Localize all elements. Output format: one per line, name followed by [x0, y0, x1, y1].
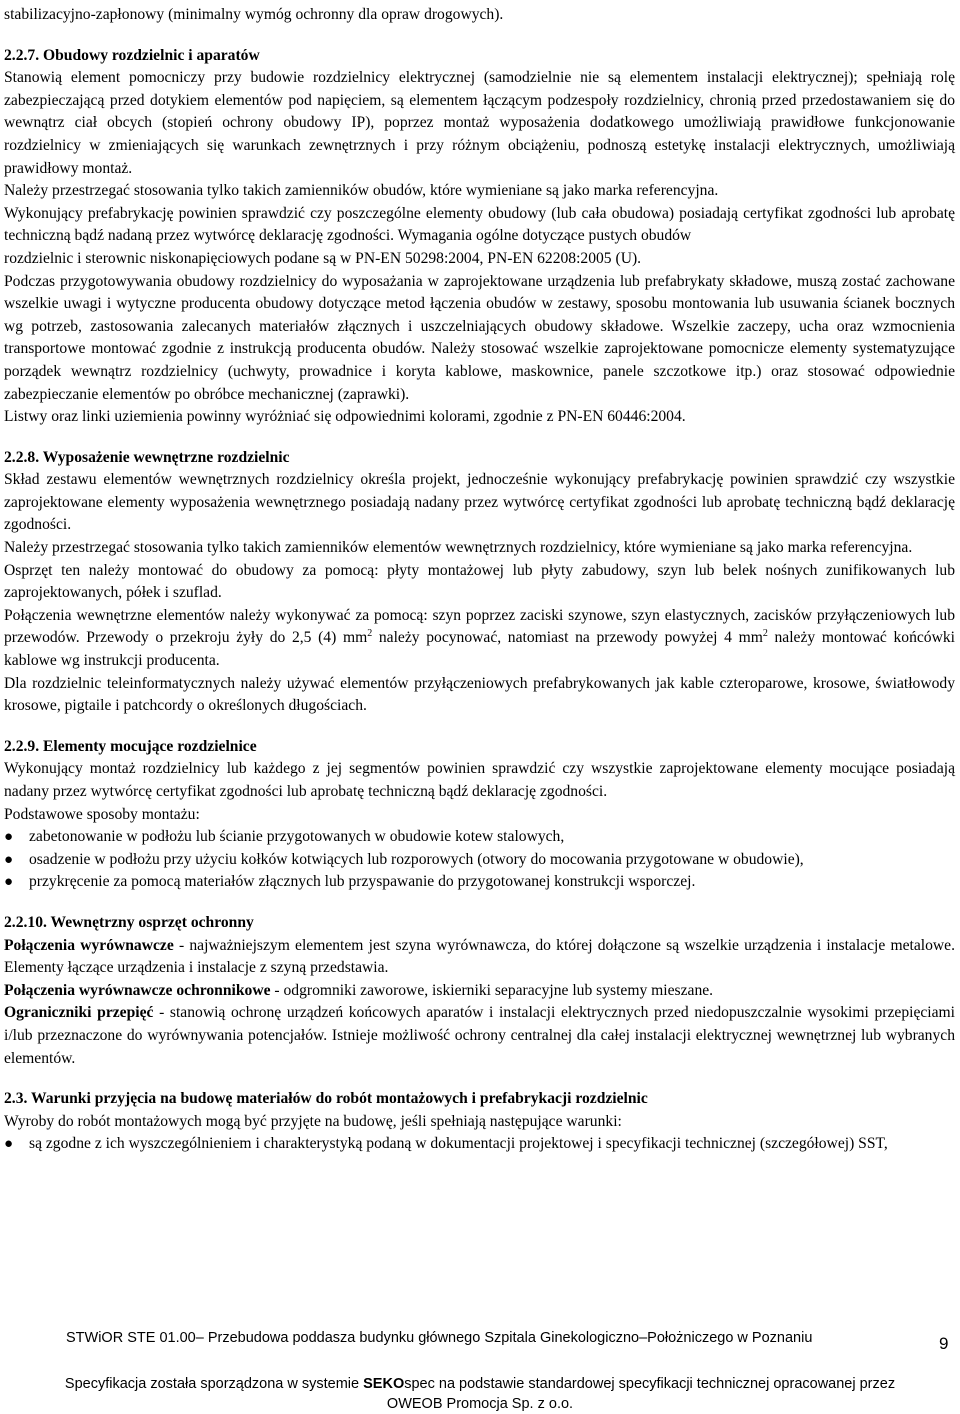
paragraph: Stanowią element pomocniczy przy budowie rozdzielnicy elektrycznej (samodzielnie nie są elementem instalacji elektrycznej); spełniają rolę zabezpieczającą przed dotykiem elementów pod napięciem, są elementem łączącym podzespoły rozdzielnicy, chronią przed przedostawaniem się do wewnątrz ciał obcych (stopień ochrony obudowy IP), poprzez montaż wyposażenia dodatkowego umożliwiają prawidłowe funkcjonowanie rozdzielnicy w zmieniających się warunkach zewnętrznych i przy różnym obciążeniu, podnoszą estetykę instalacji elektrycznych, umożliwiają prawidłowy montaż. — [4, 69, 955, 177]
section-number: 2.2.10. — [4, 913, 47, 931]
paragraph: Wykonujący prefabrykację powinien sprawdzić czy poszczególne elementy obudowy (lub cała obudowa) posiadają certyfikat zgodności lub aprobatę techniczną bądź nadaną przez wytwórcę deklarację zgodności. Wymagania ogólne dotyczące pustych obudów — [4, 204, 955, 245]
bullet-icon: ● — [4, 874, 14, 891]
section-heading-2-3 — [4, 1088, 955, 1111]
section-number: 2.3. — [4, 1090, 28, 1108]
paragraph: Połączenia wyrównawcze ochronnikowe - odgromniki zaworowe, iskierniki separacyjne lub systemy mieszane. — [4, 981, 714, 999]
bullet-icon: ● — [4, 829, 14, 846]
paragraph: Wykonujący montaż rozdzielnicy lub każdego z jej segmentów powinien sprawdzić czy wszystkie zaprojektowane elementy mocujące posiadają nadany przez wytwórcę certyfikat zgodności lub aprobatę techniczną bądź deklarację zgodności. — [4, 760, 955, 800]
section-heading-2-2-10 — [4, 912, 955, 935]
section-heading-2-2-7 — [4, 45, 955, 68]
list-item: ● przykręcenie za pomocą materiałów złącznych lub przyspawanie do przygotowanej konstrukcji wsporczej. — [4, 871, 955, 894]
paragraph: Należy przestrzegać stosowania tylko takich zamienników elementów wewnętrznych rozdzielnicy, które wymieniane są jako marka referencyjna. — [4, 539, 913, 557]
list-item: ● zabetonowanie w podłożu lub ścianie przygotowanych w obudowie kotew stalowych, — [4, 826, 955, 849]
paragraph: Osprzęt ten należy montować do obudowy za pomocą: płyty montażowej lub płyty zabudowy, szyn lub belek nośnych zunifikowanych lub zaprojektowanych, półek i szuflad. — [4, 561, 955, 602]
paragraph: Należy przestrzegać stosowania tylko takich zamienników obudów, które wymieniane są jako marka referencyjna. — [4, 182, 719, 200]
paragraph: Ograniczniki przepięć - stanowią ochronę urządzeń końcowych aparatów i instalacji elektrycznych przed niedopuszczalnie wysokimi przepięciami i/lub przeznaczone do wyrównywania potencjałów. Istnieje możliwość ochrony centralnej dla całej instalacji elektrycznej wewnętrznej lub wybranych elementów. — [4, 1004, 956, 1067]
paragraph: Podczas przygotowywania obudowy rozdzielnicy do wyposażania w zaprojektowane urządzenia lub prefabrykaty składowe, muszą zostać zachowane wszelkie uwagi i wytyczne producenta obudowy dotyczące metod łączenia obudów w zestawy, sposobu montowania lub usuwania ścianek bocznych wg potrzeb, zastosowania zalecanych materiałów złącznych i uszczelniających obudowy składowe. Wszelkie zaczepy, ucha oraz wzmocnienia transportowe montować zgodnie z instrukcją producenta obudów. Należy stosować wszelkie zaprojektowane pomocnicze elementy systematyzujące porządek wewnątrz rozdzielnicy (uchwyty, prowadnice i koryta kablowe, maskownice, panele szczotkowe itp.) oraz stosować odpowiednie zabezpieczanie elementów po obróbce mechanicznej (zaprawki). — [4, 272, 955, 403]
bullet-list — [4, 826, 955, 894]
section-title: Elementy mocujące rozdzielnice — [43, 737, 257, 755]
paragraph: Wyroby do robót montażowych mogą być przyjęte na budowę, jeśli spełniają następujące warunki: — [4, 1112, 622, 1130]
list-item: ● osadzenie w podłożu przy użyciu kołków kotwiących lub rozporowych (otwory do mocowania przygotowane w obudowie), — [4, 849, 955, 872]
paragraph: Skład zestawu elementów wewnętrznych rozdzielnicy określa projekt, jednocześnie wykonujący prefabrykację powinien sprawdzić czy wszystkie zaprojektowane elementy wyposażenia wewnętrznego posiadają nadany przez wytwórcę certyfikat zgodności lub aprobatę techniczną bądź deklarację zgodności. — [4, 471, 955, 534]
section-number: 2.2.8. — [4, 448, 40, 466]
list-item: ● są zgodne z ich wyszczególnieniem i charakterystyką podaną w dokumentacji projektowej i specyfikacji technicznej (szczegółowej) SST, — [4, 1133, 955, 1156]
bullet-icon: ● — [4, 1136, 14, 1153]
paragraph: rozdzielnic i sterownic niskonapięciowych podane są w PN-EN 50298:2004, PN-EN 62208:2005 (U). — [4, 249, 642, 267]
footer-credit — [0, 1374, 960, 1414]
section-number: 2.2.7. — [4, 46, 40, 64]
paragraph: Dla rozdzielnic teleinformatycznych należy używać elementów przyłączeniowych prefabrykowanych jak kable czteroparowe, krosowe, światłowody krosowe, pigtaile i patchcordy o określonych długościach. — [4, 674, 955, 715]
term: Połączenia wyrównawcze — [4, 936, 174, 954]
paragraph: Listwy oraz linki uziemienia powinny wyróżniać się odpowiednimi kolorami, zgodnie z PN-EN 60446:2004. — [4, 408, 686, 426]
brand-name: SEKO — [363, 1376, 405, 1392]
page-number: 9 — [939, 1334, 949, 1353]
section-heading-2-2-9 — [4, 736, 955, 759]
section-number: 2.2.9. — [4, 737, 40, 755]
section-heading-2-2-8 — [4, 447, 955, 470]
superscript: 2 — [762, 628, 768, 640]
bullet-list — [4, 1133, 955, 1156]
paragraph: Połączenia wewnętrzne elementów należy wykonywać za pomocą: szyn poprzez zaciski szynowe, szyn elastycznych, zacisków przyłączeniowych lub przewodów. Przewody o przekroju żyły do 2,5 (4) $mm^2$ należy pocynować, natomiast na przewody powyżej 4 $mm^2$ należy montować końcówki kablowe wg instrukcji producenta. — [4, 606, 955, 670]
footer-company: OWEOB Promocja Sp. z o.o. — [386, 1396, 574, 1412]
term: Połączenia wyrównawcze ochronnikowe — [4, 981, 271, 999]
bullet-icon: ● — [4, 851, 14, 868]
footer-doc-line: STWiOR STE 01.00– Przebudowa poddasza budynku głównego Szpitala Ginekologiczno–Położniczego w Poznaniu — [66, 1330, 813, 1346]
paragraph: Podstawowe sposoby montażu: — [4, 805, 200, 823]
superscript: 2 — [367, 628, 373, 640]
section-title: Wewnętrzny osprzęt ochronny — [50, 913, 254, 931]
section-title: Warunki przyjęcia na budowę materiałów do robót montażowych i prefabrykacji rozdzielnic — [31, 1090, 648, 1108]
intro-line: stabilizacyjno-zapłonowy (minimalny wymóg ochronny dla opraw drogowych). — [4, 6, 504, 23]
footer-credit-line: Specyfikacja została sporządzona w systemie SEKOspec na podstawie standardowej specyfikacji technicznej opracowanej przez — [64, 1376, 896, 1392]
document-page — [4, 0, 955, 1156]
section-title: Obudowy rozdzielnic i aparatów — [43, 46, 260, 64]
section-title: Wyposażenie wewnętrzne rozdzielnic — [42, 448, 290, 466]
term: Ograniczniki przepięć — [4, 1004, 154, 1022]
paragraph: Połączenia wyrównawcze - najważniejszym elementem jest szyna wyrównawcza, do której dołączone są wszelkie urządzenia i instalacje metalowe. Elementy łączące urządzenia i instalacje z szyną przedstawia. — [4, 936, 955, 977]
